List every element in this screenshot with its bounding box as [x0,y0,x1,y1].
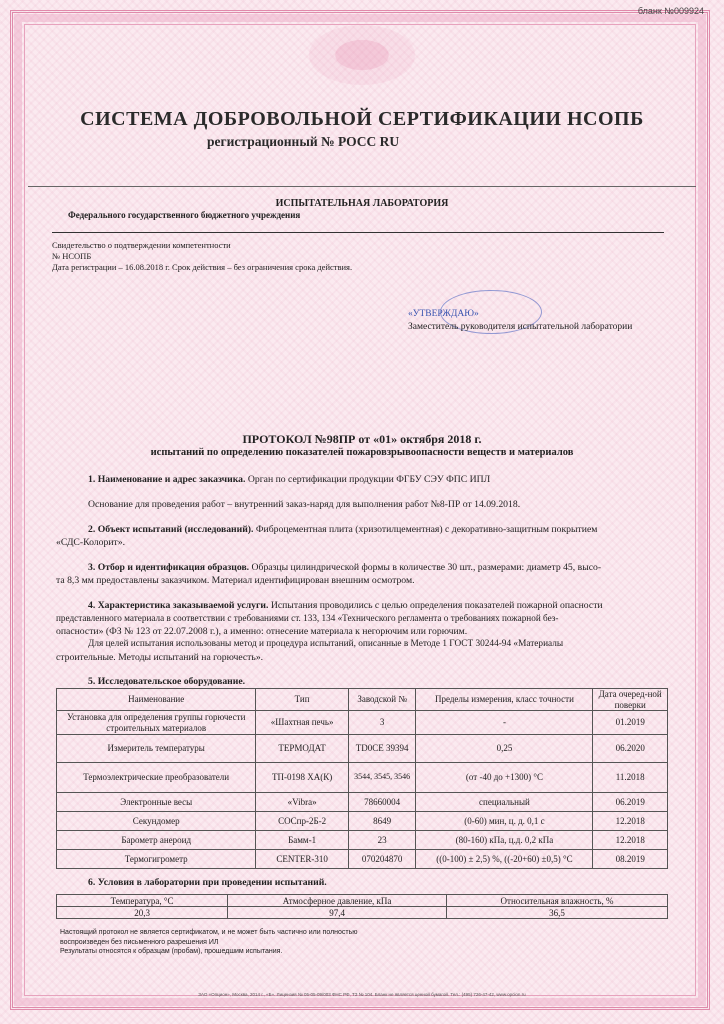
section-4 [88,599,668,612]
section-4-line-3: опасности» (ФЗ № 123 от 22.07.2008 г.), а именно: отнесение материала к негорючим или горючим. [56,626,468,637]
equipment-table [56,688,668,869]
section-4-line-5: строительные. Методы испытаний на горючесть». [56,652,264,663]
cell-date: 01.2019 [593,711,668,735]
col-serial: Заводской № [348,689,416,711]
section-4-line-4: Для целей испытания использованы метод и процедура испытаний, описанные в Методе 1 ГОСТ 30244-94 «Материалы [88,639,564,649]
value-pressure: 97,4 [228,907,447,919]
protocol-subtitle: испытаний по определению показателей пожаровзрывоопасности веществ и материалов [150,447,574,458]
section-3-text: Образцы цилиндрической формы в количестве 30 шт., размерами: диаметр 45, высо- [249,562,602,573]
approve-position: Заместитель руководителя испытательной лаборатории [408,322,633,332]
cell-type: «Шахтная печь» [256,711,348,735]
section-1 [88,473,668,486]
cell-range: (от -40 до +1300) °С [416,763,593,793]
section-2-text: Фиброцементная плита (хризотилцементная) с декоративно-защитным покрытием [253,524,598,535]
lab-divider [52,232,664,233]
section-3-heading: 3. Отбор и идентификация образцов. [88,562,250,573]
registration-number: регистрационный № РОСС RU [207,134,400,149]
cell-type: CENTER-310 [256,850,348,869]
col-type: Тип [256,689,348,711]
equipment-header-row [57,689,668,711]
section-4-text: Испытания проводились с целью определения показателей пожарной опасности [268,600,603,611]
value-humidity: 36,5 [446,907,667,919]
section-1-text: Орган по сертификации продукции ФГБУ СЭУ ФПС ИПЛ [245,474,491,485]
cell-date: 06.2020 [593,735,668,763]
table-row [57,812,668,831]
cell-serial: 8649 [348,812,416,831]
cell-date: 11.2018 [593,763,668,793]
cell-name: Термоэлектрические преобразователи [57,763,256,793]
cert-line-3: Дата регистрации – 16.08.2018 г. Срок действия – без ограничения срока действия. [52,262,353,272]
cell-type: «Vibra» [256,793,348,812]
cert-line-1: Свидетельство о подтверждении компетентности [52,240,231,250]
table-row [57,793,668,812]
cell-date: 12.2018 [593,831,668,850]
col-range: Пределы измерения, класс точности [416,689,593,711]
section-2 [88,523,668,536]
cell-range: - [416,711,593,735]
cell-name: Термогигрометр [57,850,256,869]
cell-name: Барометр анероид [57,831,256,850]
section-5-heading: 5. Исследовательское оборудование. [88,676,246,687]
col-name: Наименование [57,689,256,711]
cell-type: ТЕРМОДАТ [256,735,348,763]
system-title: СИСТЕМА ДОБРОВОЛЬНОЙ СЕРТИФИКАЦИИ НСОПБ [80,108,644,130]
section-4-heading: 4. Характеристика заказываемой услуги. [88,600,269,611]
cell-serial: 3544, 3545, 3546 [348,763,416,793]
cell-serial: 23 [348,831,416,850]
rosette-ornament [300,20,424,90]
section-1-heading: 1. Наименование и адрес заказчика. [88,474,246,485]
cell-serial: 3 [348,711,416,735]
cell-name: Электронные весы [57,793,256,812]
cell-serial: 78660004 [348,793,416,812]
table-row [57,850,668,869]
cell-serial: 070204870 [348,850,416,869]
conditions-table [56,894,668,919]
approve-label: «УТВЕРЖДАЮ» [408,309,479,319]
cell-name: Секундомер [57,812,256,831]
section-3-cont: та 8,3 мм предоставлены заказчиком. Материал идентифицирован внешним осмотром. [56,575,415,586]
cell-range: 0,25 [416,735,593,763]
lab-title: ИСПЫТАТЕЛЬНАЯ ЛАБОРАТОРИЯ [275,198,449,209]
cell-name: Установка для определения группы горючести строительных материалов [57,711,256,735]
section-6-heading: 6. Условия в лаборатории при проведении испытаний. [88,877,327,888]
table-row [57,735,668,763]
footnote [60,928,358,957]
cell-type: Бамм-1 [256,831,348,850]
footnote-line-1: Настоящий протокол не является сертификатом, и не может быть частично или полностью [60,929,358,936]
cell-name: Измеритель температуры [57,735,256,763]
cell-date: 06.2019 [593,793,668,812]
col-humidity: Относительная влажность, % [446,895,667,907]
cell-range: специальный [416,793,593,812]
cert-line-2: № НСОПБ [52,251,92,261]
protocol-title: ПРОТОКОЛ №98ПР от «01» октября 2018 г. [242,432,482,446]
cell-date: 08.2019 [593,850,668,869]
cell-range: (0-60) мин, ц. д. 0,1 с [416,812,593,831]
print-imprint: ЗАО «Опцион», Москва, 2014 г., «Б». Лицензия № 05-05-09/003 ФНС РФ, ТЗ № 104. Бланк не является ценной бумагой. Тел.: (495) 726-47-42, www.opcion.ru [198,992,526,997]
col-temperature: Температура, °С [57,895,228,907]
footnote-line-2: воспроизведен без письменного разрешения ИЛ [60,938,219,946]
cell-type: СОСпр-2Б-2 [256,812,348,831]
blank-number: бланк №009924 [637,6,704,16]
conditions-values-row [57,907,668,919]
cell-serial: TD0CE 39394 [348,735,416,763]
value-temperature: 20,3 [57,907,228,919]
cell-range: (80-160) кПа, ц.д. 0,2 кПа [416,831,593,850]
col-date: Дата очеред-ной поверки [593,689,668,711]
approval-block [408,308,632,334]
section-4-line-2: представленного материала в соответствии с требованиями ст. 133, 134 «Технического регламента о требованиях пожарной без- [56,613,559,623]
table-row [57,763,668,793]
cell-date: 12.2018 [593,812,668,831]
cell-type: ТП-0198 ХА(К) [256,763,348,793]
cell-range: ((0-100) ± 2,5) %, ((-20+60) ±0,5) °С [416,850,593,869]
footnote-line-3: Результаты относятся к образцам (пробам), прошедшим испытания. [60,948,283,955]
table-row [57,831,668,850]
section-3 [88,561,668,574]
col-pressure: Атмосферное давление, кПа [228,895,447,907]
table-row [57,711,668,735]
lab-subtitle: Федерального государственного бюджетного учреждения [68,210,301,220]
header-divider [28,186,696,187]
conditions-header-row [57,895,668,907]
section-2-cont: «СДС-Колорит». [56,537,126,548]
section-2-heading: 2. Объект испытаний (исследований). [88,524,254,535]
section-1-basis: Основание для проведения работ – внутренний заказ-наряд для выполнения работ №8-ПР от 14.09.2018. [88,499,521,510]
